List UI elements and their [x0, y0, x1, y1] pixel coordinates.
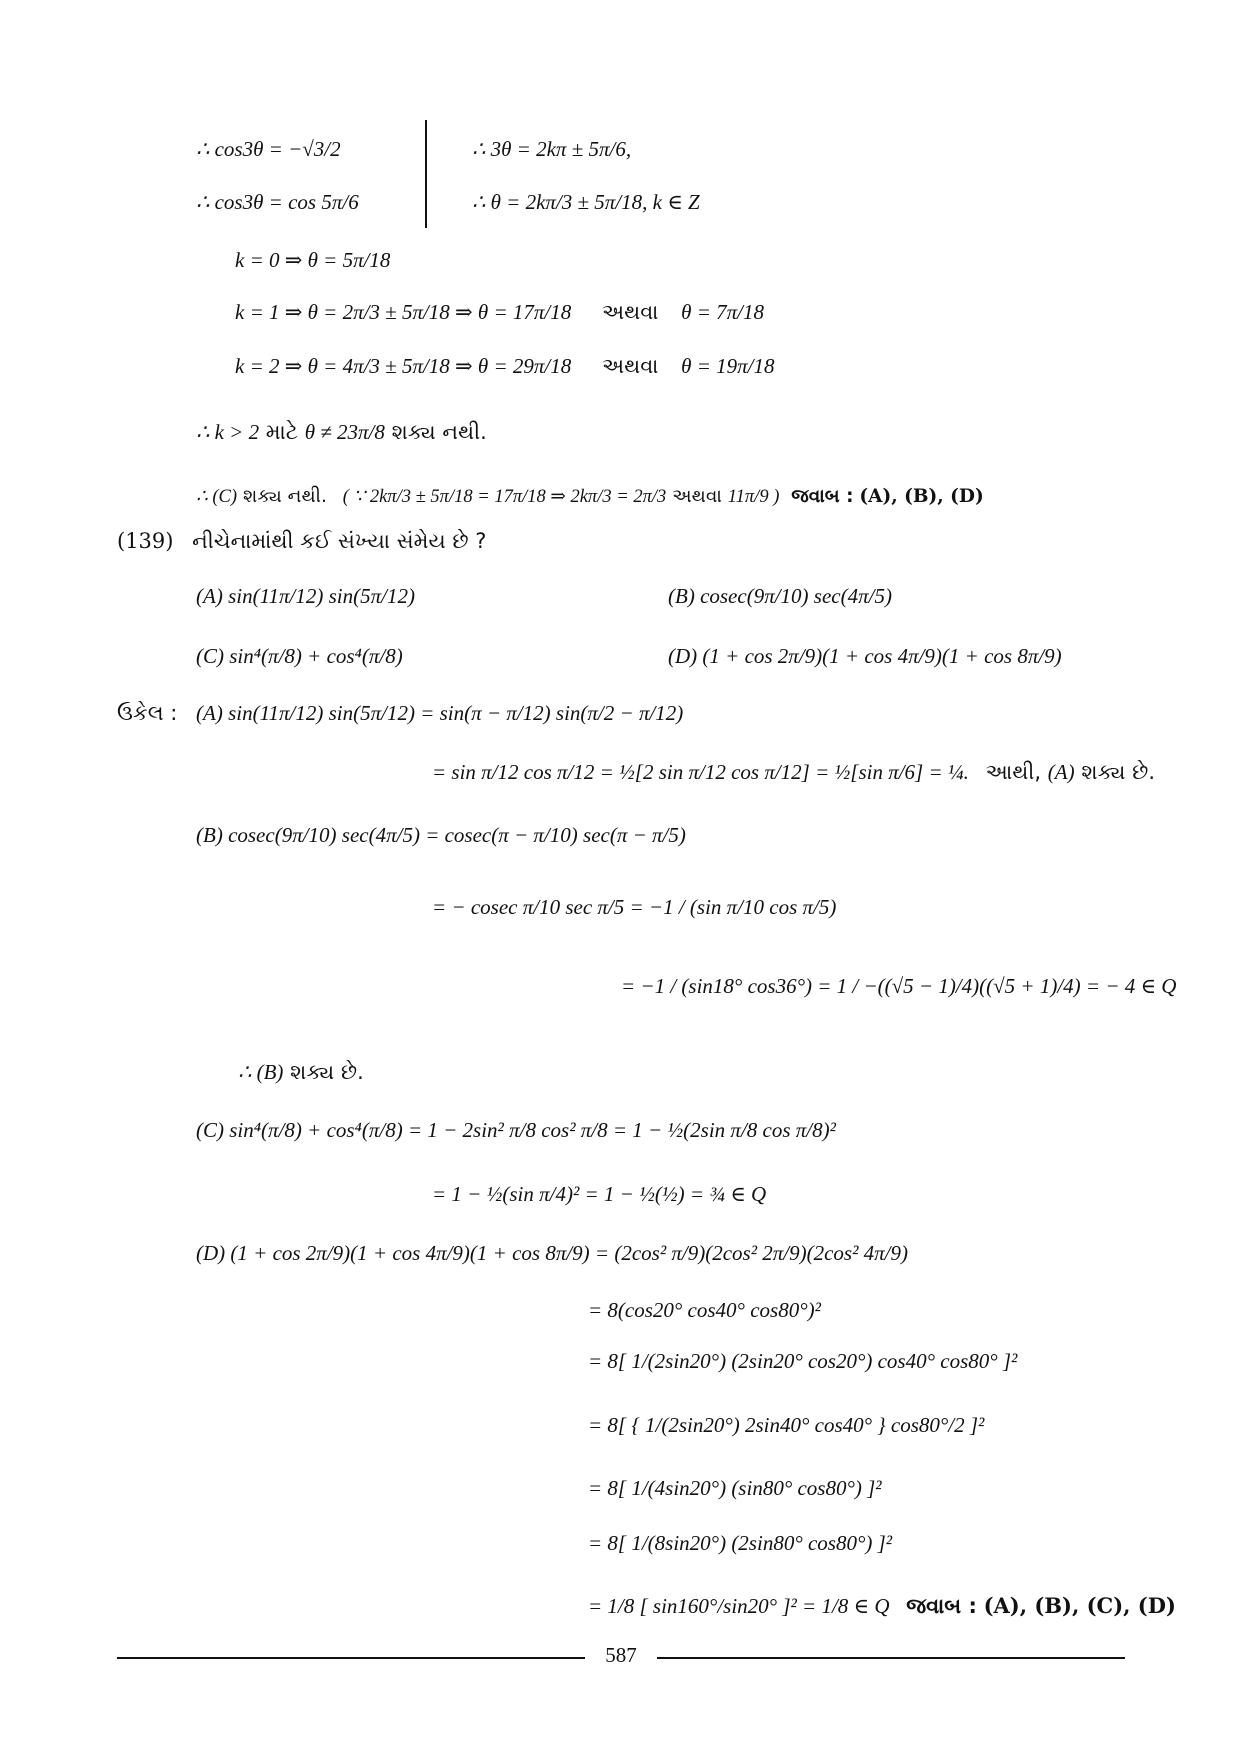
k-gt-2-line: [196, 416, 487, 448]
solution-b-possible: શક્ય છે.: [290, 1060, 364, 1084]
answer-label: જવાબ :: [791, 486, 854, 507]
solution-b-line1: (B) cosec(9π/10) sec(4π/5) = cosec(π − π/10) sec(π − π/5): [196, 823, 686, 847]
k1-math: k = 1 ⇒ θ = 2π/3 ± 5π/18 ⇒ θ = 17π/18: [235, 300, 572, 324]
footer-rule-left: [117, 1657, 585, 1659]
cos3theta-cos-line: ∴ cos3θ = cos 5π/6: [196, 190, 359, 214]
c-not-possible-line: [196, 481, 984, 513]
solution-c-line2: = 1 − ½(sin π/4)² = 1 − ½(½) = ¾ ∈ Q: [432, 1182, 767, 1206]
solution-a-hence: આથી,: [985, 760, 1042, 784]
c-line-or: અથવા: [672, 486, 722, 507]
question-text: નીચેનામાંથી કઈ સંખ્યા સંમેય છે ?: [192, 529, 487, 553]
solution-d-line4: = 8[ { 1/(2sin20°) 2sin40° cos40° } cos80°/2 ]²: [588, 1413, 985, 1437]
three-theta-general-line: ∴ 3θ = 2kπ ± 5π/6,: [472, 137, 632, 161]
solution-b-conclusion: [238, 1056, 364, 1088]
c-line-prefix: ∴ (C): [196, 487, 238, 507]
k-gt-2-math: θ ≠ 23π/8: [304, 420, 385, 444]
option-c: (C) sin⁴(π/8) + cos⁴(π/8): [196, 644, 403, 668]
footer-rule-right: [657, 1657, 1125, 1659]
solution-b-line2: = − cosec π/10 sec π/5 = −1 / (sin π/10 cos π/5): [432, 895, 837, 919]
question-number: (139): [117, 529, 174, 553]
solution-b-prefix: ∴ (B): [238, 1060, 284, 1084]
theta-general-line: ∴ θ = 2kπ/3 ± 5π/18, k ∈ Z: [472, 190, 700, 214]
final-answer-label: જવાબ :: [906, 1594, 977, 1618]
solution-c-line1: (C) sin⁴(π/8) + cos⁴(π/8) = 1 − 2sin² π/8 cos² π/8 = 1 − ½(2sin π/8 cos π/8)²: [196, 1118, 836, 1142]
solution-b-line3: = −1 / (sin18° cos36°) = 1 / −((√5 − 1)/4)((√5 + 1)/4) = − 4 ∈ Q: [621, 974, 1177, 998]
k-gt-2-prefix: ∴ k > 2: [196, 420, 260, 444]
solution-a-possible: શક્ય છે.: [1081, 760, 1155, 784]
solution-d-line3: = 8[ 1/(2sin20°) (2sin20° cos20°) cos40° cos80° ]²: [588, 1349, 1018, 1373]
option-a: (A) sin(11π/12) sin(5π/12): [196, 584, 415, 608]
c-line-word: શક્ય નથી.: [242, 486, 327, 507]
k1-or: અથવા: [601, 300, 659, 324]
solution-a-math: = sin π/12 cos π/12 = ½[2 sin π/12 cos π/12] = ½[sin π/6] = ¼.: [432, 760, 969, 784]
k-gt-2-word1: માટે: [265, 420, 298, 444]
answer-value: (A), (B), (D): [859, 486, 984, 507]
k2-alt: θ = 19π/18: [681, 354, 775, 378]
solution-d-final-math: = 1/8 [ sin160°/sin20° ]² = 1/8 ∈ Q: [588, 1594, 890, 1618]
solution-a-line1: (A) sin(11π/12) sin(5π/12) = sin(π − π/12) sin(π/2 − π/12): [196, 701, 684, 725]
c-line-math: ( ∵ 2kπ/3 ± 5π/18 = 17π/18 ⇒ 2kπ/3 = 2π/3: [342, 487, 667, 507]
solution-a-option: (A): [1047, 760, 1075, 784]
page-number: 587: [605, 1643, 637, 1667]
c-line-math2: 11π/9 ): [727, 487, 780, 507]
k1-line: [235, 296, 764, 328]
k2-or: અથવા: [601, 354, 659, 378]
k-gt-2-word2: શક્ય નથી.: [391, 420, 487, 444]
solution-a-line2: [432, 756, 1155, 788]
k2-line: [235, 350, 774, 382]
k2-math: k = 2 ⇒ θ = 4π/3 ± 5π/18 ⇒ θ = 29π/18: [235, 354, 572, 378]
solution-d-line7: [588, 1590, 1176, 1622]
solution-label: ઉકેલ :: [117, 701, 178, 725]
k1-alt: θ = 7π/18: [681, 300, 764, 324]
solution-d-line2: = 8(cos20° cos40° cos80°)²: [588, 1298, 821, 1322]
column-divider: [425, 120, 427, 228]
solution-d-line1: (D) (1 + cos 2π/9)(1 + cos 4π/9)(1 + cos 8π/9) = (2cos² π/9)(2cos² 2π/9)(2cos² 4π/9): [196, 1241, 908, 1265]
final-answer-value: (A), (B), (C), (D): [983, 1593, 1176, 1618]
solution-d-line6: = 8[ 1/(8sin20°) (2sin80° cos80°) ]²: [588, 1531, 893, 1555]
k0-line: k = 0 ⇒ θ = 5π/18: [235, 248, 391, 272]
solution-d-line5: = 8[ 1/(4sin20°) (sin80° cos80°) ]²: [588, 1476, 882, 1500]
option-d: (D) (1 + cos 2π/9)(1 + cos 4π/9)(1 + cos 8π/9): [668, 644, 1062, 668]
option-b: (B) cosec(9π/10) sec(4π/5): [668, 584, 892, 608]
question-139: [117, 525, 486, 557]
cos3theta-root3-line: ∴ cos3θ = −√3/2: [196, 137, 341, 161]
